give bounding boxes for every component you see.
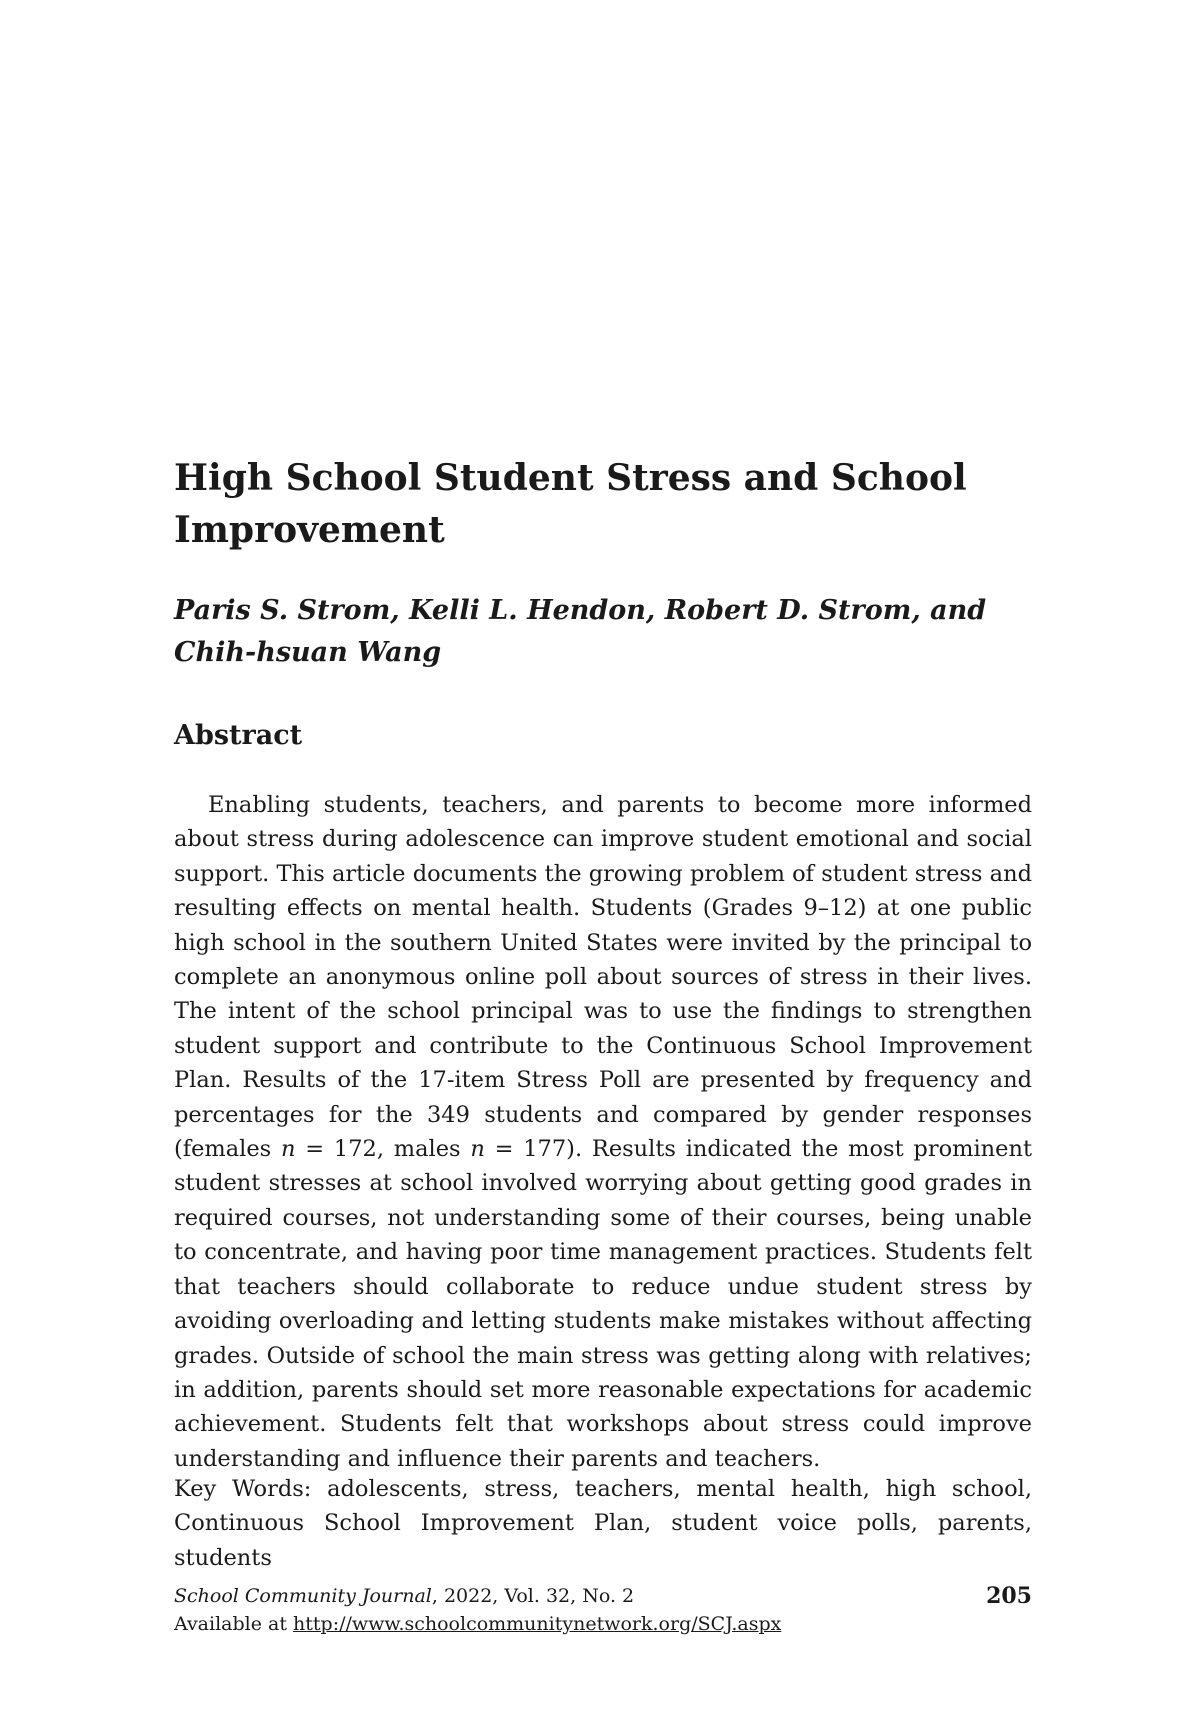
n-symbol-females: n (281, 1136, 296, 1163)
availability-line (174, 1610, 1032, 1638)
abstract-body (174, 788, 1032, 1476)
abstract-text-part-3: = 177). Results indicated the most prominent student stresses at school involved worrying about getting good grades in required courses, not understanding some of their courses, being unable to concentrate, and having poor time management practices. Students felt that teachers should collaborate to reduce undue student stress by avoiding overloading and letting students make mistakes without affecting grades. Outside of school the main stress was getting along with relatives; in addition, parents should set more reasonable expectations for academic achievement. Students felt that workshops about stress could improve understanding and influence their parents and teachers. (174, 1136, 1032, 1472)
keywords: Key Words: adolescents, stress, teachers, mental health, high school, Continuous School Improvement Plan, student voice polls, parents, students (174, 1476, 1032, 1571)
abstract-heading: Abstract (174, 720, 303, 751)
abstract-text-part-2: = 172, males (295, 1136, 471, 1163)
journal-name: School Community Journal (174, 1585, 432, 1607)
journal-details: , 2022, Vol. 32, No. 2 (431, 1585, 635, 1607)
n-symbol-males: n (470, 1136, 485, 1163)
article-authors: Paris S. Strom, Kelli L. Hendon, Robert D. Strom, and Chih-hsuan Wang (174, 595, 987, 668)
page-number: 205 (986, 1583, 1032, 1609)
journal-url-link[interactable]: http://www.schoolcommunitynetwork.org/SCJ.aspx (293, 1613, 782, 1635)
available-label: Available at (174, 1613, 294, 1635)
article-title: High School Student Stress and School Improvement (174, 457, 967, 551)
abstract-text-part-1: Enabling students, teachers, and parents to become more informed about stress during adolescence can improve student emotional and social support. This article documents the growing problem of student stress and resulting effects on mental health. Students (Grades 9–12) at one public high school in the southern United States were invited by the principal to complete an anonymous online poll about sources of stress in their lives. The intent of the school principal was to use the findings to strengthen student support and contribute to the Continuous School Improvement Plan. Results of the 17-item Stress Poll are presented by frequency and percentages for the 349 students and compared by gender responses (females (174, 792, 1032, 1163)
page-footer (174, 1582, 1032, 1638)
journal-citation (174, 1582, 1032, 1610)
